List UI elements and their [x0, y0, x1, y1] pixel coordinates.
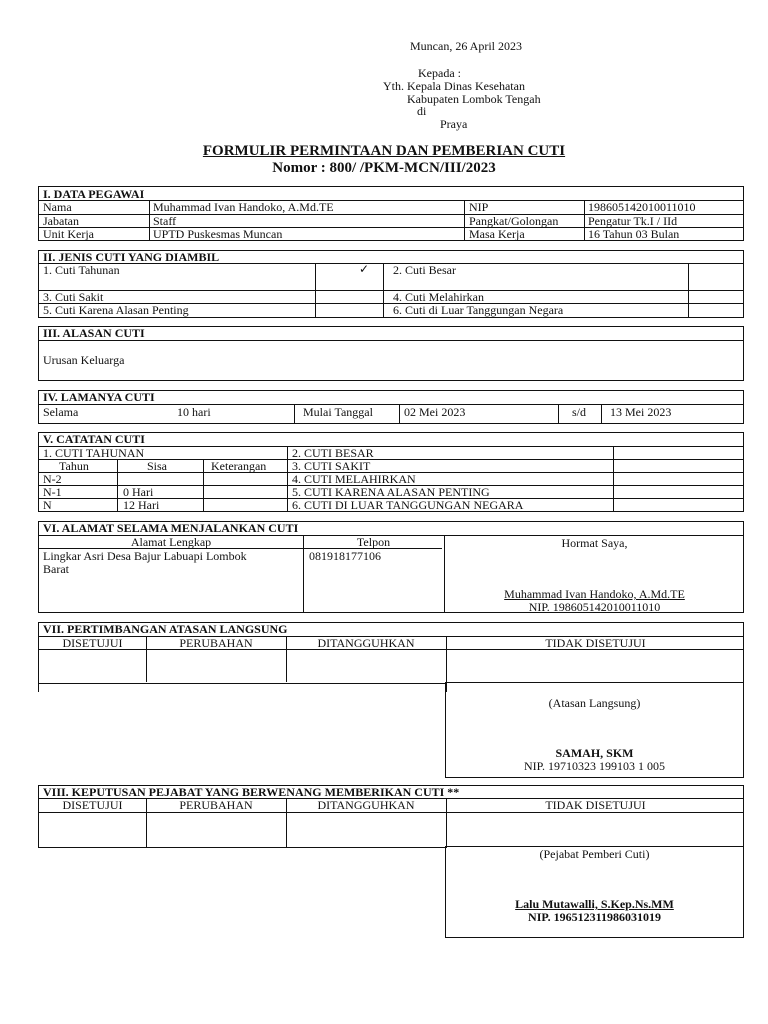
col-tidak-disetujui: TIDAK DISETUJUI	[545, 798, 646, 812]
pangkat-value: Pengatur Tk.I / IId	[588, 214, 678, 228]
nama-label: Nama	[43, 200, 72, 214]
sd-label: s/d	[572, 405, 587, 419]
atasan-signature-box	[445, 682, 744, 778]
to-label: Kepada :	[418, 66, 461, 80]
recipient-city: Praya	[440, 117, 468, 131]
cuti-alasan-penting: 5. Cuti Karena Alasan Penting	[43, 303, 189, 317]
masa-value: 16 Tahun 03 Bulan	[588, 227, 680, 241]
section-title: V. CATATAN CUTI	[43, 432, 145, 446]
place-date: Muncan, 26 April 2023	[410, 39, 522, 53]
akhir-value: 13 Mei 2023	[610, 405, 672, 419]
alamat-line2: Barat	[43, 562, 69, 576]
cuti-penting-label: 5. CUTI KARENA ALASAN PENTING	[292, 485, 490, 499]
durasi-value: 10 hari	[177, 405, 211, 419]
section-jenis-cuti	[38, 250, 744, 318]
mulai-label: Mulai Tanggal	[303, 405, 373, 419]
col-keterangan: Keterangan	[211, 459, 267, 473]
cuti-sakit-label: 3. CUTI SAKIT	[292, 459, 371, 473]
cuti-luar-tanggungan: 6. Cuti di Luar Tanggungan Negara	[393, 303, 564, 317]
mulai-value: 02 Mei 2023	[404, 405, 466, 419]
cuti-besar: 2. Cuti Besar	[393, 263, 456, 277]
atasan-nip: NIP. 19710323 199103 1 005	[523, 759, 665, 773]
row-n: N	[43, 498, 52, 512]
jabatan-label: Jabatan	[43, 214, 79, 228]
col-disetujui: DISETUJUI	[62, 798, 123, 812]
alasan-value: Urusan Keluarga	[43, 353, 125, 367]
col-disetujui: DISETUJUI	[62, 636, 123, 650]
cuti-tahunan: 1. Cuti Tahunan	[43, 263, 120, 277]
pejabat-role: (Pejabat Pemberi Cuti)	[539, 847, 650, 861]
section-lamanya-cuti	[38, 390, 744, 424]
cuti-luar-label: 6. CUTI DI LUAR TANGGUNGAN NEGARA	[292, 498, 524, 512]
section-title: II. JENIS CUTI YANG DIAMBIL	[43, 250, 220, 264]
pangkat-label: Pangkat/Golongan	[469, 214, 559, 228]
section-alamat	[38, 521, 744, 613]
jabatan-value: Staff	[153, 214, 177, 228]
pejabat-name: Lalu Mutawalli, S.Kep.Ns.MM	[515, 897, 674, 911]
nip-value: 198605142010011010	[588, 200, 696, 214]
applicant-nip: NIP. 198605142010011010	[528, 600, 661, 614]
row-n1-sisa: 0 Hari	[123, 485, 154, 499]
row-n-sisa: 12 Hari	[123, 498, 160, 512]
pejabat-nip: NIP. 196512311986031019	[528, 910, 661, 924]
col-sisa: Sisa	[147, 459, 168, 473]
recipient-line2: Kabupaten Lombok Tengah	[407, 92, 541, 106]
col-alamat: Alamat Lengkap	[130, 535, 212, 549]
col-perubahan: PERUBAHAN	[179, 636, 253, 650]
section-title: IV. LAMANYA CUTI	[43, 390, 155, 404]
cuti-tahunan-label: 1. CUTI TAHUNAN	[43, 446, 145, 460]
section-title: VI. ALAMAT SELAMA MENJALANKAN CUTI	[43, 521, 299, 535]
check-icon: ✓	[359, 262, 370, 276]
cuti-besar-label: 2. CUTI BESAR	[292, 446, 374, 460]
nip-label: NIP	[469, 200, 489, 214]
col-tahun: Tahun	[59, 459, 89, 473]
col-perubahan: PERUBAHAN	[179, 798, 253, 812]
row-n2: N-2	[43, 472, 62, 486]
recipient-di: di	[417, 104, 427, 118]
applicant-name: Muhammad Ivan Handoko, A.Md.TE	[504, 587, 685, 601]
section-keputusan	[38, 785, 744, 848]
col-tidak-disetujui: TIDAK DISETUJUI	[545, 636, 646, 650]
cuti-melahirkan: 4. Cuti Melahirkan	[393, 290, 484, 304]
section-title: VIII. KEPUTUSAN PEJABAT YANG BERWENANG MEMBERIKAN CUTI **	[43, 785, 460, 799]
section-title: III. ALASAN CUTI	[43, 326, 145, 340]
unit-value: UPTD Puskesmas Muncan	[153, 227, 283, 241]
col-ditangguhkan: DITANGGUHKAN	[317, 636, 415, 650]
cuti-melahirkan-label: 4. CUTI MELAHIRKAN	[292, 472, 416, 486]
form-title: FORMULIR PERMINTAAN DAN PEMBERIAN CUTI	[202, 143, 566, 159]
atasan-role: (Atasan Langsung)	[548, 696, 641, 710]
unit-label: Unit Kerja	[43, 227, 94, 241]
section-alasan-cuti	[38, 326, 744, 381]
telpon-value: 081918177106	[309, 549, 381, 563]
section-title: VII. PERTIMBANGAN ATASAN LANGSUNG	[43, 622, 288, 636]
selama-label: Selama	[43, 405, 79, 419]
col-telpon: Telpon	[356, 535, 391, 549]
row-n1: N-1	[43, 485, 62, 499]
section-title: I. DATA PEGAWAI	[43, 187, 145, 201]
col-ditangguhkan: DITANGGUHKAN	[317, 798, 415, 812]
atasan-name: SAMAH, SKM	[555, 746, 634, 760]
section-catatan-cuti	[38, 432, 744, 512]
form-number: Nomor : 800/ /PKM-MCN/III/2023	[272, 160, 496, 176]
hormat-saya: Hormat Saya,	[561, 536, 628, 550]
cuti-sakit: 3. Cuti Sakit	[43, 290, 104, 304]
alamat-line1: Lingkar Asri Desa Bajur Labuapi Lombok	[43, 549, 247, 563]
masa-label: Masa Kerja	[469, 227, 525, 241]
section-data-pegawai	[38, 186, 744, 241]
nama-value: Muhammad Ivan Handoko, A.Md.TE	[153, 200, 334, 214]
pejabat-signature-box	[445, 846, 744, 938]
recipient-line1: Yth. Kepala Dinas Kesehatan	[383, 79, 525, 93]
